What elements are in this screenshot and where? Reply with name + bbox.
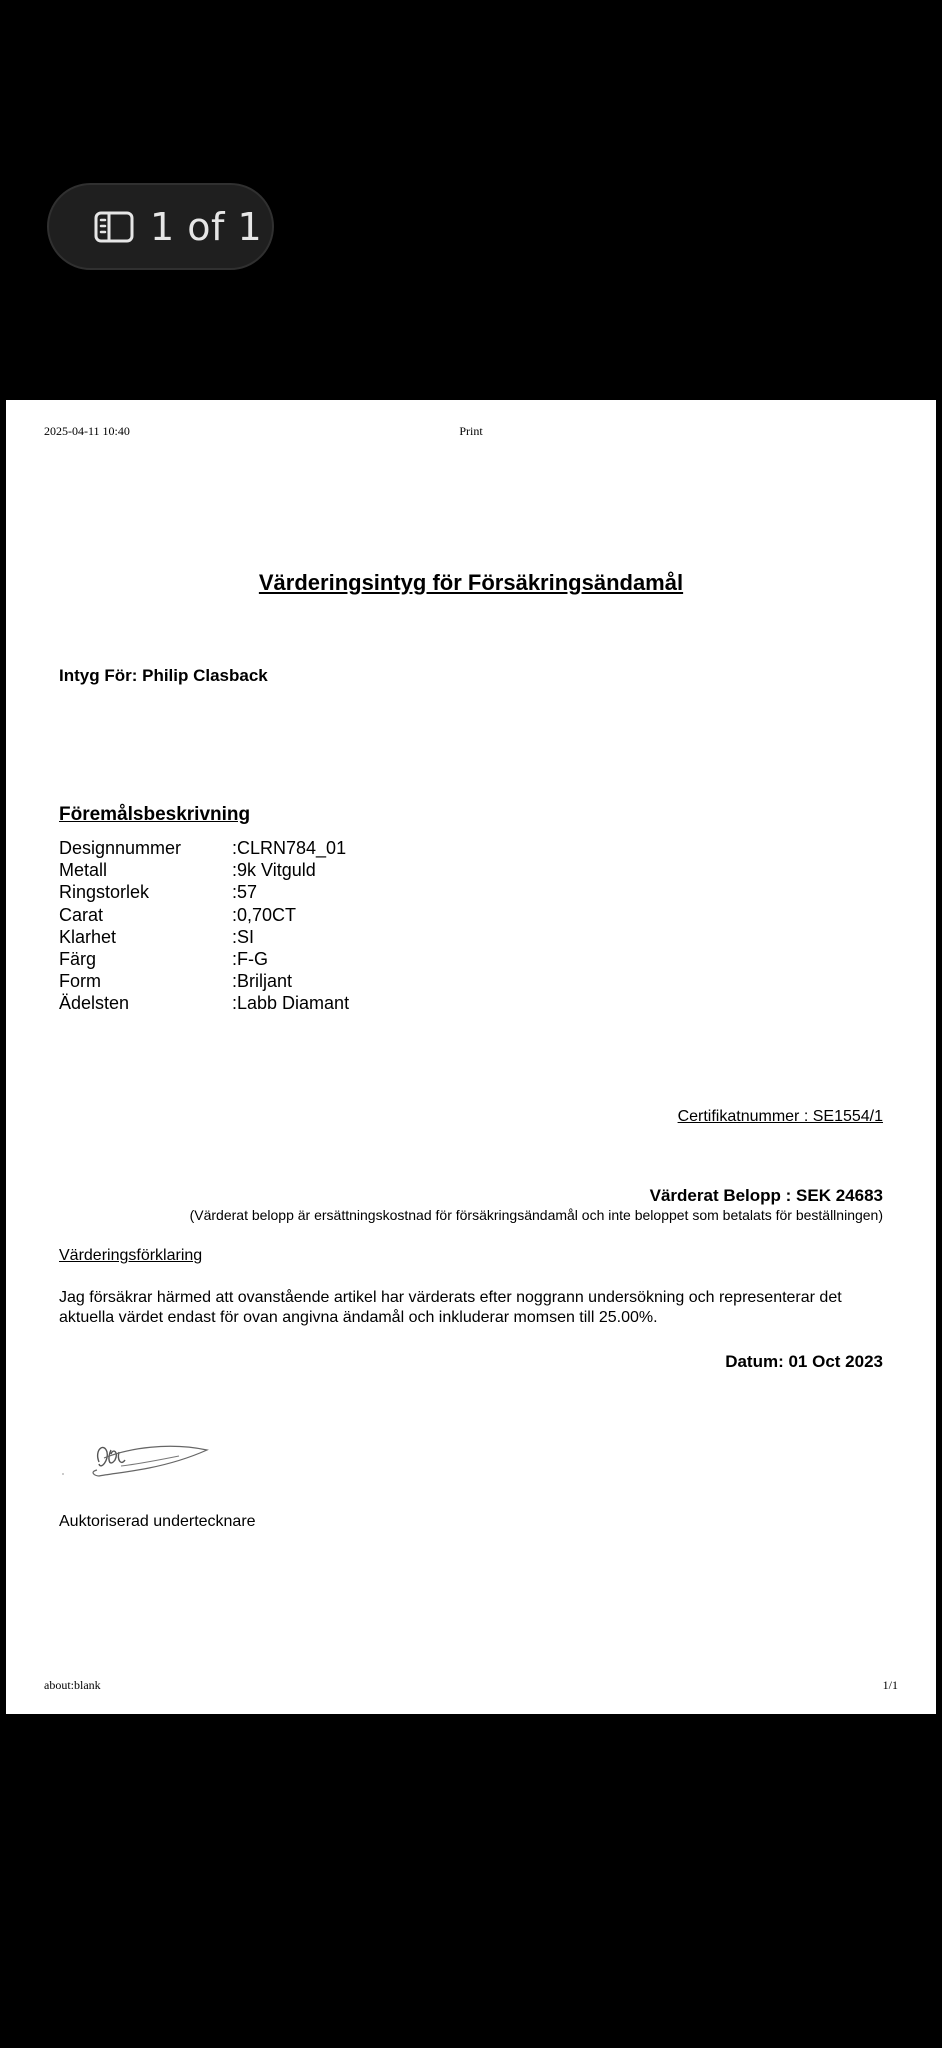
spec-value: :57 [232,882,258,903]
spec-row-farg [59,948,349,970]
document-title: Värderingsintyg för Försäkringsändamål [258,570,684,595]
valued-amount: Värderat Belopp : SEK 24683 [649,1186,883,1205]
recipient-line: Intyg För: Philip Clasback [59,666,268,685]
spec-row-form [59,970,349,992]
spec-row-carat [59,904,349,926]
valued-amount-note: (Värderat belopp är ersättningskostnad för försäkringsändamål och inte beloppet som betalats för beställningen) [189,1207,883,1223]
spec-value: :Briljant [232,971,293,992]
print-timestamp: 2025-04-11 10:40 [44,424,130,438]
document-date: Datum: 01 Oct 2023 [725,1352,883,1371]
valuation-explanation-heading: Värderingsförklaring [59,1247,203,1264]
spec-label: Ringstorlek [59,882,150,903]
item-spec-list [59,837,349,1015]
spec-label: Metall [59,860,108,881]
spec-row-adelsten [59,992,349,1014]
sidebar-panel-icon [94,211,134,243]
spec-label: Klarhet [59,926,117,947]
page-indicator-pill[interactable] [47,183,274,270]
print-footer-url: about:blank [44,1678,101,1692]
spec-label: Form [59,971,101,992]
spec-label: Carat [59,904,104,925]
spec-value: :SI [232,926,255,947]
spec-row-designnummer [59,837,349,859]
spec-label: Färg [59,949,97,970]
spec-value: :CLRN784_01 [232,838,347,858]
print-header-title: Print [459,424,483,438]
page-indicator-label: 1 of 1 [150,204,263,249]
spec-value: :F-G [232,949,268,970]
spec-label: Ädelsten [59,993,130,1014]
spec-label: Designnummer [59,838,182,858]
spec-row-metall [59,859,349,881]
print-footer-page: 1/1 [882,1678,898,1692]
item-description-heading: Föremålsbeskrivning [59,804,251,825]
signature-image [59,1430,219,1490]
certificate-number: Certifikatnummer : SE1554/1 [677,1108,883,1125]
valuation-explanation-text: Jag försäkrar härmed att ovanstående artikel har värderats efter noggrann undersökning och representerar det aktuella värdet endast för ovan angivna ändamål och inkluderar momsen till 25.00%. [59,1289,842,1326]
spec-value: :Labb Diamant [232,993,350,1014]
authorized-signer-label: Auktoriserad undertecknare [59,1513,256,1530]
document-page [6,400,936,1714]
spec-value: :0,70CT [232,904,297,925]
spec-row-ringstorlek [59,881,349,903]
spec-row-klarhet [59,926,349,948]
spec-value: :9k Vitguld [232,860,316,881]
